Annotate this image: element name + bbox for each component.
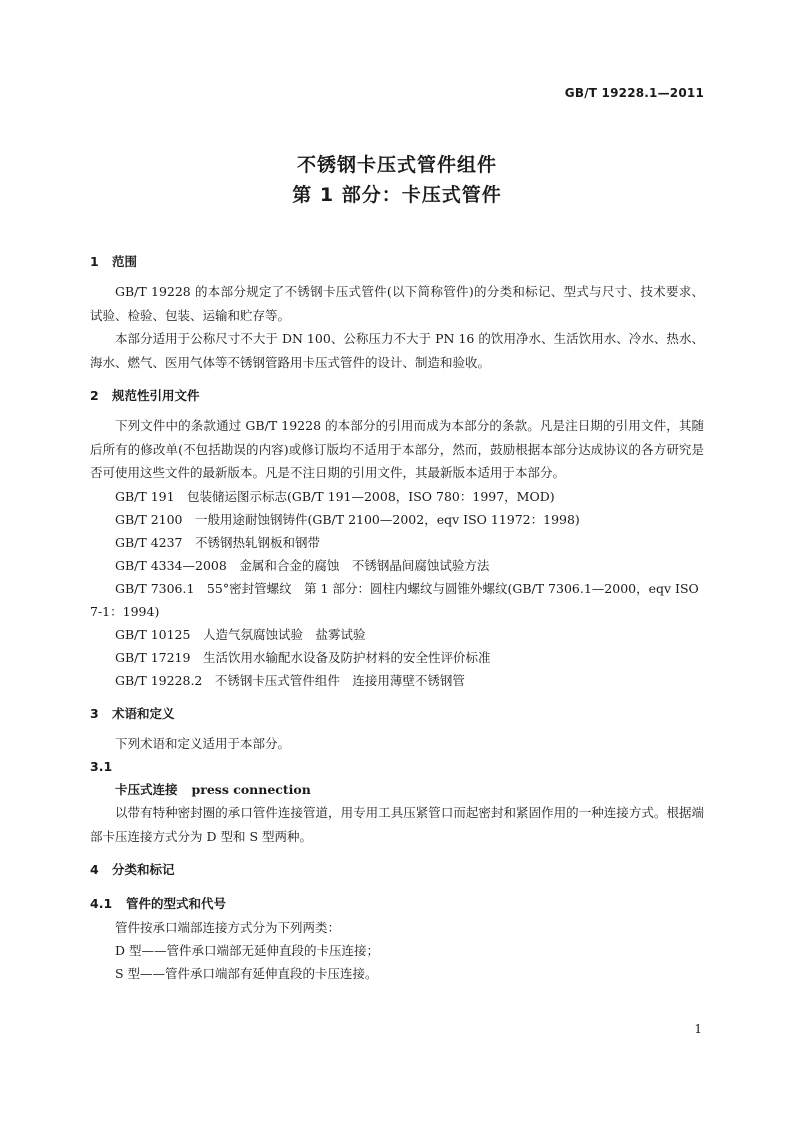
document-body: [90, 250, 704, 985]
list-line: 管件按承口端部连接方式分为下列两类：: [115, 920, 341, 935]
reference-item: GB/T 17219 生活饮用水输配水设备及防护材料的安全性评价标准: [115, 649, 491, 665]
subsection-title: 管件的型式和代号: [126, 896, 227, 911]
section-title: 范围: [112, 254, 138, 269]
section-title: 分类和标记: [112, 862, 175, 877]
reference-item: GB/T 4237 不锈钢热轧钢板和钢带: [115, 534, 321, 550]
term-english: press connection: [191, 782, 311, 797]
clause-number: 3.1: [90, 759, 113, 774]
section-1-heading: [90, 250, 704, 274]
term-entry: [90, 778, 704, 801]
title-line-1: 不锈钢卡压式管件组件: [296, 154, 497, 176]
paragraph: 下列文件中的条款通过 GB/T 19228 的本部分的引用而成为本部分的条款。凡是注日期的引用文件，其随后所有的修改单(不包括勘误的内容)或修订版均不适用于本部分，然而，鼓励根据本部分达成协议的各方研究是否可使用这些文件的最新版本。凡是不注日期的引用文件，其最新版本适用于本部分。: [90, 418, 704, 480]
section-4-heading: [90, 858, 704, 882]
subsection-4-1-heading: [90, 892, 704, 916]
section-title: 术语和定义: [112, 705, 175, 721]
document-title: [0, 150, 794, 210]
reference-item: GB/T 191 包装储运图示标志(GB/T 191—2008，ISO 780：1997，MOD): [115, 488, 555, 504]
reference-item: GB/T 10125 人造气氛腐蚀试验 盐雾试验: [115, 626, 366, 642]
section-number: 4: [90, 862, 99, 877]
section-number: 3: [90, 705, 99, 721]
standard-code: GB/T 19228.1—2011: [564, 86, 704, 100]
list-line: D 型——管件承口端部无延伸直段的卡压连接；: [115, 943, 379, 958]
section-number: 2: [90, 388, 99, 403]
title-line-2: 第 1 部分：卡压式管件: [292, 184, 502, 206]
reference-item: GB/T 2100 一般用途耐蚀钢铸件(GB/T 2100—2002，eqv ISO 11972：1998): [115, 511, 580, 527]
section-3-heading: [90, 702, 704, 726]
list-line: S 型——管件承口端部有延伸直段的卡压连接。: [115, 966, 378, 981]
paragraph: 下列术语和定义适用于本部分。: [115, 735, 291, 751]
section-title: 规范性引用文件: [112, 388, 200, 403]
reference-item: GB/T 19228.2 不锈钢卡压式管件组件 连接用薄壁不锈钢管: [115, 672, 465, 688]
paragraph: GB/T 19228 的本部分规定了不锈钢卡压式管件(以下简称管件)的分类和标记、型式与尺寸、技术要求、试验、检验、包装、运输和贮存等。: [90, 284, 704, 323]
paragraph: 本部分适用于公称尺寸不大于 DN 100、公称压力不大于 PN 16 的饮用净水、生活饮用水、冷水、热水、海水、燃气、医用气体等不锈钢管路用卡压式管件的设计、制造和验收。: [90, 331, 704, 370]
term-definition: 以带有特种密封圈的承口管件连接管道，用专用工具压紧管口而起密封和紧固作用的一种连接方式。根据端部卡压连接方式分为 D 型和 S 型两种。: [90, 805, 704, 844]
page-number: 1: [694, 1022, 702, 1036]
subsection-number: 4.1: [90, 896, 113, 911]
term-chinese: 卡压式连接: [115, 782, 178, 797]
section-number: 1: [90, 254, 99, 269]
reference-item: GB/T 7306.1 55°密封管螺纹 第 1 部分：圆柱内螺纹与圆锥外螺纹(GB/T 7306.1—2000，eqv ISO 7-1：1994): [90, 580, 699, 619]
section-2-heading: [90, 384, 704, 408]
reference-item: GB/T 4334—2008 金属和合金的腐蚀 不锈钢晶间腐蚀试验方法: [115, 557, 490, 573]
